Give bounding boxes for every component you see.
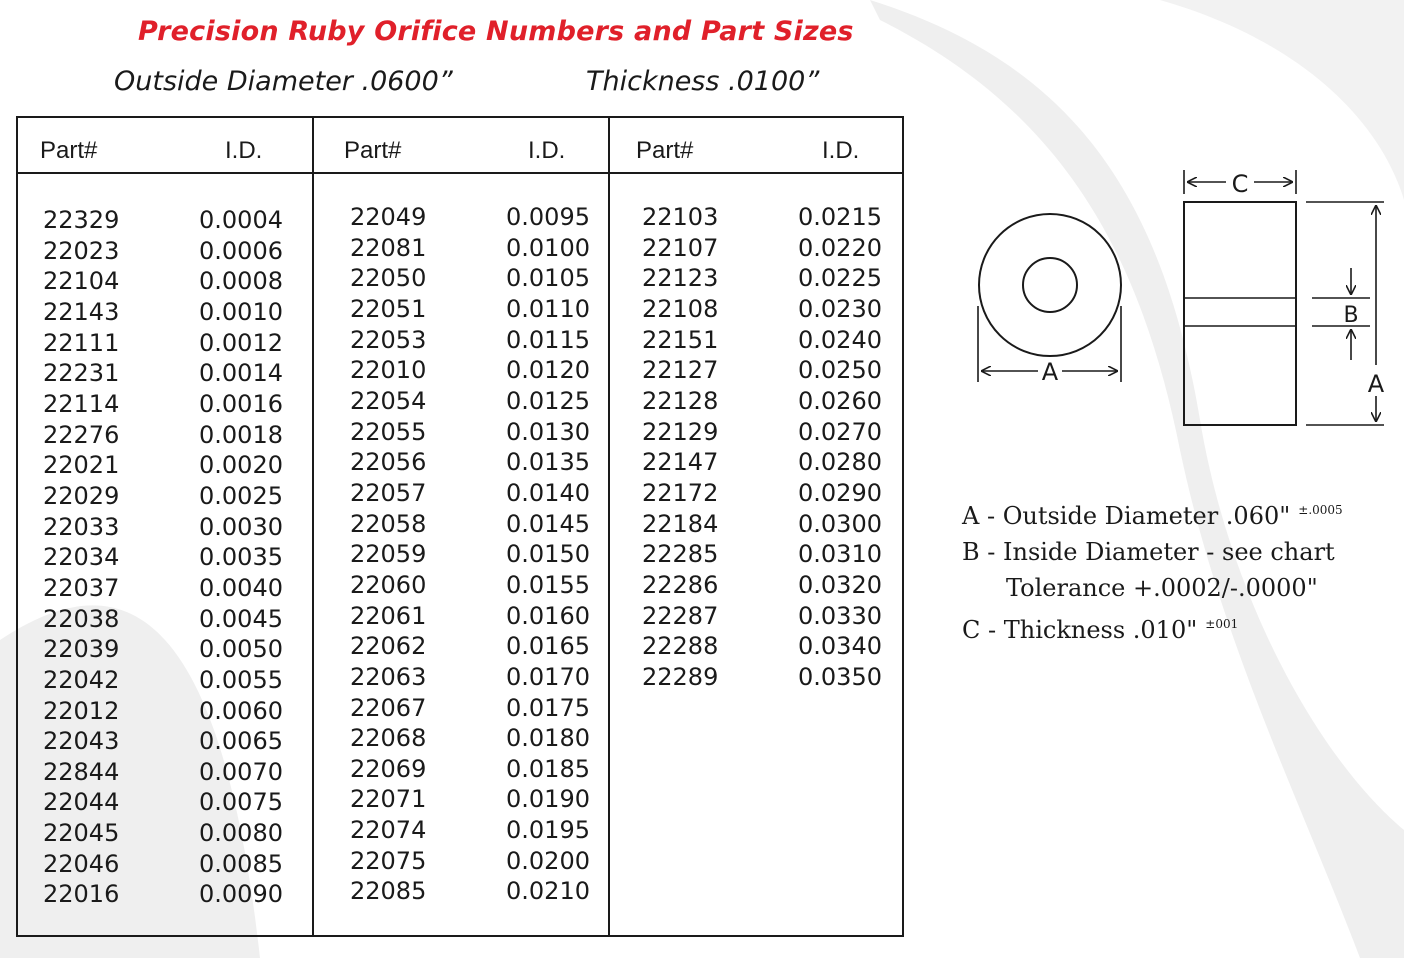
- table-row: [610, 663, 902, 694]
- part-number: 22061: [350, 601, 427, 630]
- column-rows: [314, 203, 610, 908]
- part-number: 22029: [43, 481, 120, 510]
- inside-diameter: 0.0280: [798, 448, 882, 477]
- part-number: 22063: [350, 662, 427, 691]
- table-row: [314, 663, 610, 694]
- header-part: Part#: [344, 137, 402, 164]
- table-row: [18, 880, 312, 911]
- column-header: [314, 118, 610, 174]
- table-row: [18, 482, 312, 513]
- inside-diameter: 0.0105: [506, 264, 590, 293]
- inside-diameter: 0.0155: [506, 570, 590, 599]
- inside-diameter: 0.0120: [506, 356, 590, 385]
- table-row: [314, 356, 610, 387]
- table-row: [314, 632, 610, 663]
- inside-diameter: 0.0025: [199, 481, 283, 510]
- table-row: [314, 234, 610, 265]
- table-row: [314, 387, 610, 418]
- table-row: [18, 513, 312, 544]
- part-number: 22111: [43, 328, 120, 357]
- inside-diameter: 0.0175: [506, 693, 590, 722]
- inside-diameter: 0.0310: [798, 540, 882, 569]
- dimension-legend: [962, 492, 1343, 648]
- part-number: 22287: [642, 601, 719, 630]
- table-row: [314, 785, 610, 816]
- inside-diameter: 0.0075: [199, 788, 283, 817]
- part-number: 22033: [43, 512, 120, 541]
- inside-diameter: 0.0070: [199, 757, 283, 786]
- table-row: [314, 755, 610, 786]
- part-number: 22042: [43, 665, 120, 694]
- part-number: 22010: [350, 356, 427, 385]
- part-number: 22045: [43, 819, 120, 848]
- legend-a: [962, 492, 1343, 534]
- column-rows: [18, 206, 312, 911]
- part-number: 22844: [43, 757, 120, 786]
- table-row: [314, 540, 610, 571]
- table-row: [18, 697, 312, 728]
- inside-diameter: 0.0150: [506, 540, 590, 569]
- inside-diameter: 0.0230: [798, 294, 882, 323]
- outside-diameter-heading: Outside Diameter .0600”: [114, 66, 453, 97]
- inside-diameter: 0.0016: [199, 389, 283, 418]
- table-row: [18, 543, 312, 574]
- table-row: [610, 264, 902, 295]
- inside-diameter: 0.0090: [199, 880, 283, 909]
- inside-diameter: 0.0300: [798, 509, 882, 538]
- legend-b-tolerance: [962, 570, 1343, 606]
- table-row: [18, 605, 312, 636]
- table-row: [18, 574, 312, 605]
- part-number: 22104: [43, 267, 120, 296]
- inside-diameter: 0.0060: [199, 696, 283, 725]
- inside-diameter: 0.0185: [506, 754, 590, 783]
- table-row: [610, 510, 902, 541]
- table-row: [610, 295, 902, 326]
- inside-diameter: 0.0190: [506, 785, 590, 814]
- legend-c: [962, 606, 1343, 648]
- inside-diameter: 0.0220: [798, 233, 882, 262]
- table-row: [18, 727, 312, 758]
- table-row: [18, 666, 312, 697]
- part-number: 22055: [350, 417, 427, 446]
- table-column-3: [608, 118, 902, 935]
- table-row: [18, 329, 312, 360]
- inside-diameter: 0.0180: [506, 724, 590, 753]
- inside-diameter: 0.0330: [798, 601, 882, 630]
- part-number: 22058: [350, 509, 427, 538]
- table-row: [18, 206, 312, 237]
- inside-diameter: 0.0010: [199, 297, 283, 326]
- inside-diameter: 0.0045: [199, 604, 283, 633]
- inside-diameter: 0.0110: [506, 294, 590, 323]
- inside-diameter: 0.0145: [506, 509, 590, 538]
- part-number: 22060: [350, 570, 427, 599]
- inside-diameter: 0.0195: [506, 816, 590, 845]
- table-column-1: [18, 118, 312, 935]
- part-number: 22107: [642, 233, 719, 262]
- table-row: [18, 819, 312, 850]
- table-row: [610, 632, 902, 663]
- part-number: 22151: [642, 325, 719, 354]
- part-number: 22049: [350, 203, 427, 231]
- inside-diameter: 0.0014: [199, 359, 283, 388]
- table-row: [314, 479, 610, 510]
- header-id: I.D.: [822, 137, 860, 164]
- part-number: 22051: [350, 294, 427, 323]
- table-row: [314, 571, 610, 602]
- table-row: [18, 421, 312, 452]
- inside-diameter: 0.0250: [798, 356, 882, 385]
- part-number: 22286: [642, 570, 719, 599]
- table-row: [610, 602, 902, 633]
- inside-diameter: 0.0210: [506, 877, 590, 906]
- header-part: Part#: [636, 137, 694, 164]
- table-row: [610, 418, 902, 449]
- part-number: 22289: [642, 662, 719, 691]
- part-number: 22067: [350, 693, 427, 722]
- part-number: 22062: [350, 632, 427, 661]
- part-number: 22016: [43, 880, 120, 909]
- column-header: [610, 118, 902, 174]
- part-number: 22172: [642, 478, 719, 507]
- table-row: [314, 877, 610, 908]
- part-number: 22285: [642, 540, 719, 569]
- part-number: 22043: [43, 727, 120, 756]
- table-row: [18, 758, 312, 789]
- part-number: 22057: [350, 478, 427, 507]
- column-rows: [610, 203, 902, 694]
- inside-diameter: 0.0018: [199, 420, 283, 449]
- table-row: [610, 356, 902, 387]
- legend-c-text: C - Thickness .010": [962, 616, 1198, 644]
- part-number: 22050: [350, 264, 427, 293]
- legend-b-text: B - Inside Diameter - see chart: [962, 538, 1335, 566]
- table-row: [314, 847, 610, 878]
- part-number: 22075: [350, 846, 427, 875]
- header-part: Part#: [40, 137, 98, 164]
- part-number: 22056: [350, 448, 427, 477]
- part-number: 22021: [43, 451, 120, 480]
- table-row: [314, 448, 610, 479]
- table-row: [18, 267, 312, 298]
- table-row: [314, 203, 610, 234]
- table-row: [314, 510, 610, 541]
- part-number: 22329: [43, 206, 120, 234]
- table-row: [314, 694, 610, 725]
- part-number: 22053: [350, 325, 427, 354]
- table-row: [18, 635, 312, 666]
- legend-b: [962, 534, 1343, 570]
- part-number: 22068: [350, 724, 427, 753]
- table-row: [610, 234, 902, 265]
- table-row: [314, 295, 610, 326]
- inside-diameter: 0.0030: [199, 512, 283, 541]
- inside-diameter: 0.0135: [506, 448, 590, 477]
- inside-diameter: 0.0012: [199, 328, 283, 357]
- table-row: [18, 298, 312, 329]
- inside-diameter: 0.0004: [199, 206, 283, 234]
- table-column-2: [312, 118, 610, 935]
- part-number: 22012: [43, 696, 120, 725]
- part-number: 22059: [350, 540, 427, 569]
- legend-a-tolerance: ±.0005: [1298, 503, 1343, 517]
- table-row: [18, 359, 312, 390]
- inside-diameter: 0.0215: [798, 203, 882, 231]
- part-number: 22276: [43, 420, 120, 449]
- header-id: I.D.: [528, 137, 566, 164]
- table-row: [610, 326, 902, 357]
- part-number: 22184: [642, 509, 719, 538]
- table-row: [610, 387, 902, 418]
- table-row: [314, 418, 610, 449]
- column-header: [18, 118, 312, 174]
- inside-diameter: 0.0065: [199, 727, 283, 756]
- part-number: 22127: [642, 356, 719, 385]
- inside-diameter: 0.0125: [506, 386, 590, 415]
- inside-diameter: 0.0130: [506, 417, 590, 446]
- inside-diameter: 0.0008: [199, 267, 283, 296]
- part-number: 22038: [43, 604, 120, 633]
- inside-diameter: 0.0006: [199, 236, 283, 265]
- part-number: 22037: [43, 573, 120, 602]
- legend-b-tolerance-text: Tolerance +.0002/-.0000": [1006, 574, 1318, 602]
- inside-diameter: 0.0200: [506, 846, 590, 875]
- inside-diameter: 0.0225: [798, 264, 882, 293]
- inside-diameter: 0.0170: [506, 662, 590, 691]
- inside-diameter: 0.0165: [506, 632, 590, 661]
- inside-diameter: 0.0100: [506, 233, 590, 262]
- part-number: 22046: [43, 849, 120, 878]
- inside-diameter: 0.0160: [506, 601, 590, 630]
- part-number: 22074: [350, 816, 427, 845]
- part-number: 22081: [350, 233, 427, 262]
- table-row: [610, 479, 902, 510]
- label-c: C: [1231, 170, 1249, 198]
- label-a-side: A: [1367, 370, 1385, 398]
- inside-diameter: 0.0140: [506, 478, 590, 507]
- part-number: 22054: [350, 386, 427, 415]
- orifice-diagram: [960, 160, 1400, 440]
- table-row: [18, 850, 312, 881]
- inside-diameter: 0.0260: [798, 386, 882, 415]
- inside-diameter: 0.0040: [199, 573, 283, 602]
- header-id: I.D.: [225, 137, 263, 164]
- table-row: [610, 448, 902, 479]
- part-number: 22143: [43, 297, 120, 326]
- table-row: [18, 788, 312, 819]
- inside-diameter: 0.0240: [798, 325, 882, 354]
- table-row: [610, 571, 902, 602]
- inside-diameter: 0.0095: [506, 203, 590, 231]
- part-number: 22039: [43, 635, 120, 664]
- part-number: 22147: [642, 448, 719, 477]
- inside-diameter: 0.0055: [199, 665, 283, 694]
- table-row: [610, 540, 902, 571]
- inside-diameter: 0.0080: [199, 819, 283, 848]
- inside-diameter: 0.0290: [798, 478, 882, 507]
- table-row: [314, 602, 610, 633]
- part-number: 22069: [350, 754, 427, 783]
- part-number: 22071: [350, 785, 427, 814]
- part-number: 22085: [350, 877, 427, 906]
- inside-diameter: 0.0035: [199, 543, 283, 572]
- label-a-front: A: [1041, 358, 1059, 386]
- part-number: 22288: [642, 632, 719, 661]
- part-number: 22123: [642, 264, 719, 293]
- label-b: B: [1343, 303, 1359, 328]
- part-size-table: [16, 116, 904, 937]
- part-number: 22128: [642, 386, 719, 415]
- inside-diameter: 0.0340: [798, 632, 882, 661]
- inside-diameter: 0.0270: [798, 417, 882, 446]
- side-view: [1184, 170, 1385, 425]
- thickness-heading: Thickness .0100”: [586, 66, 820, 97]
- part-number: 22103: [642, 203, 719, 231]
- table-row: [610, 203, 902, 234]
- table-row: [18, 451, 312, 482]
- table-row: [314, 326, 610, 357]
- legend-c-tolerance: ±001: [1205, 617, 1239, 631]
- part-number: 22034: [43, 543, 120, 572]
- inside-diameter: 0.0115: [506, 325, 590, 354]
- table-row: [314, 816, 610, 847]
- legend-a-text: A - Outside Diameter .060": [962, 502, 1291, 530]
- inside-diameter: 0.0050: [199, 635, 283, 664]
- part-number: 22231: [43, 359, 120, 388]
- inside-diameter: 0.0020: [199, 451, 283, 480]
- part-number: 22044: [43, 788, 120, 817]
- part-number: 22023: [43, 236, 120, 265]
- table-row: [314, 724, 610, 755]
- table-row: [18, 390, 312, 421]
- table-row: [18, 237, 312, 268]
- part-number: 22129: [642, 417, 719, 446]
- page-title: Precision Ruby Orifice Numbers and Part Sizes: [138, 16, 854, 47]
- part-number: 22108: [642, 294, 719, 323]
- inside-diameter: 0.0320: [798, 570, 882, 599]
- part-number: 22114: [43, 389, 120, 418]
- inside-diameter: 0.0085: [199, 849, 283, 878]
- inside-diameter: 0.0350: [798, 662, 882, 691]
- table-row: [314, 264, 610, 295]
- front-view: [978, 214, 1121, 386]
